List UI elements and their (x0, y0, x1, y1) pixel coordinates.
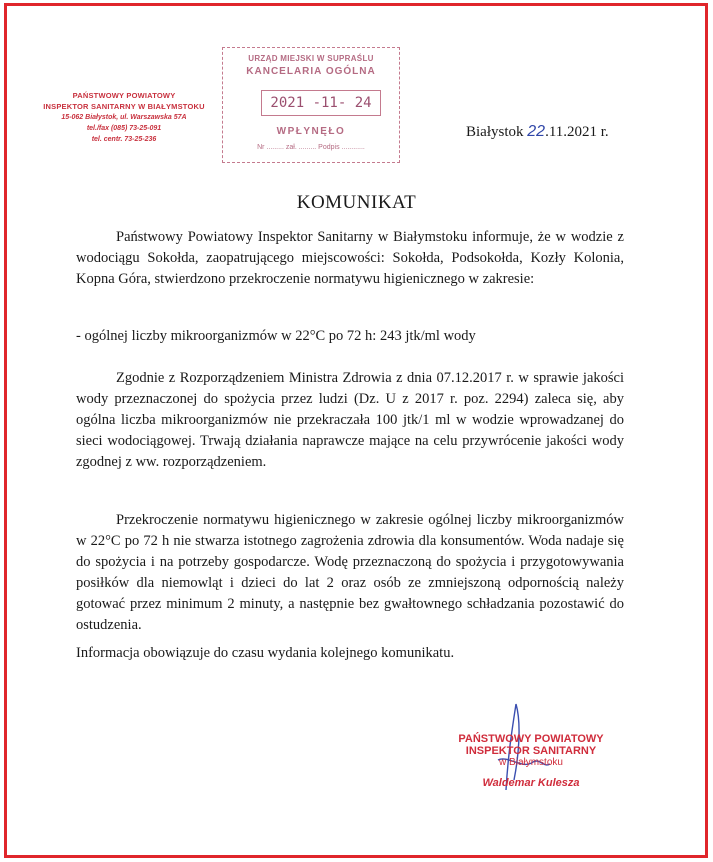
sender-stamp-fax: tel./fax (085) 73-25-091 (86, 125, 162, 132)
handwritten-day: 22 (527, 123, 546, 140)
sender-stamp-line1: PAŃSTWOWY POWIATOWY (72, 91, 176, 100)
sender-stamp-address: 15-062 Białystok, ul. Warszawska 57A (61, 114, 187, 121)
signature-stamp-line3: w Białymstoku (499, 757, 563, 768)
registration-stamp (222, 47, 400, 163)
signature-stamp-line2: INSPEKTOR SANITARNY (465, 745, 597, 757)
sender-stamp (38, 90, 210, 145)
document-title: KOMUNIKAT (296, 192, 417, 213)
paragraph-recommendation: Przekroczenie normatywu higienicznego w zakresie ogólnej liczby mikroorganizmów w 22°C po 72 h nie stwarza istotnego zagrożenia zdrowia dla konsumentów. Woda nadaje się do spożycia i na potrzeby gospodarcze. Wodę przeznaczoną do spożycia i przygotowywania posiłków dla niemowląt i dzieci do lat 2 oraz osób ze zmniejszoną odpornością należy gotować przez minimum 2 minuty, a następnie bez gwałtownego schładzania pozostawić do ostudzenia. (76, 512, 624, 633)
place-and-date (466, 123, 609, 141)
paragraph-intro: Państwowy Powiatowy Inspektor Sanitarny w Białymstoku informuje, że w wodzie z wodociągu Sokołda, zaopatrującego miejscowości: Sokołda, Podsokołda, Kozły Kolonia, Kopna Góra, stwierdzono przekroczenie normatywu higienicznego w zakresie: (76, 229, 624, 287)
registration-stamp-fields: Nr ......... zał. ......... Podpis ............ (257, 144, 365, 151)
paragraph-validity: Informacja obowiązuje do czasu wydania kolejnego komunikatu. (76, 645, 455, 661)
registration-stamp-office: URZĄD MIEJSKI W SUPRAŚLU (248, 54, 374, 63)
signatory-name: Waldemar Kulesza (482, 777, 580, 789)
paragraph-measurement: - ogólnej liczby mikroorganizmów w 22°C po 72 h: 243 jtk/ml wody (76, 328, 476, 344)
sender-stamp-line2: INSPEKTOR SANITARNY W BIAŁYMSTOKU (43, 102, 205, 111)
sender-stamp-phone: tel. centr. 73-25-236 (91, 136, 157, 143)
registration-stamp-received: WPŁYNĘŁO (276, 126, 346, 137)
signature-stamp-line1: PAŃSTWOWY POWIATOWY (458, 733, 604, 745)
city: Białystok (466, 124, 524, 140)
registration-stamp-department: KANCELARIA OGÓLNA (246, 66, 376, 77)
registration-stamp-date: 2021 -11- 24 (261, 90, 381, 116)
signature-stamp (440, 733, 622, 789)
month-year: .11.2021 r. (545, 124, 609, 140)
paragraph-regulation: Zgodnie z Rozporządzeniem Ministra Zdrowia z dnia 07.12.2017 r. w sprawie jakości wody przeznaczonej do spożycia przez ludzi (Dz. U z 2017 r. poz. 2294) zaleca się, aby ogólna liczba mikroorganizmów nie przekraczała 100 jtk/1 ml w wodzie wprowadzanej do sieci wodociągowej. Trwają działania naprawcze mające na celu przywrócenie jakości wody zgodnej z ww. rozporządzeniem. (76, 370, 624, 470)
